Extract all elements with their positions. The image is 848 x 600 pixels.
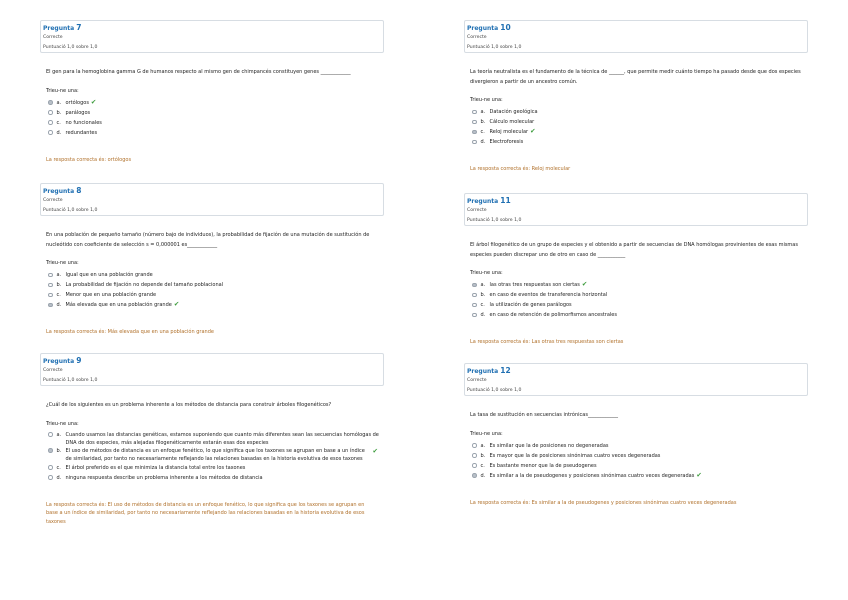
option-letter: c. <box>56 119 61 126</box>
answer-option-a[interactable] <box>48 270 384 280</box>
question-grade: Puntuació 1,0 sobre 1,0 <box>467 388 522 393</box>
question-info-box <box>464 20 808 53</box>
answer-option-a[interactable] <box>48 98 384 108</box>
answer-option-c[interactable] <box>472 461 808 471</box>
question-title <box>467 196 807 206</box>
question-10 <box>464 20 808 174</box>
answer-option-a[interactable] <box>472 441 808 451</box>
answer-option-c[interactable] <box>48 118 384 128</box>
question-info-box <box>40 20 384 53</box>
question-state: Correcte <box>43 368 63 373</box>
answer-option-b[interactable] <box>472 290 808 300</box>
option-letter: d. <box>480 472 486 479</box>
option-text: ninguna respuesta describe un problema inherente a los métodos de distancia <box>65 474 263 481</box>
question-text: ¿Cuál de los siguientes es un problema inherente a los métodos de distancia para construir árboles filogenéticos? <box>46 402 332 408</box>
answer-option-c[interactable] <box>48 290 384 300</box>
answer-option-d[interactable] <box>472 471 808 481</box>
question-title <box>467 23 807 33</box>
option-text: Es bastante menor que la de pseudogenes <box>489 462 597 469</box>
option-letter: a. <box>56 99 62 106</box>
option-text: El árbol preferido es el que minimiza la distancia total entre los taxones <box>65 464 246 471</box>
question-12 <box>464 363 808 507</box>
question-info-box <box>464 363 808 396</box>
answer-prompt: Trieu-ne una: <box>470 97 503 103</box>
answer-option-a[interactable] <box>472 280 808 290</box>
answer-option-d[interactable] <box>48 128 384 138</box>
question-state: Correcte <box>467 35 487 40</box>
answer-prompt: Trieu-ne una: <box>46 420 79 427</box>
option-letter: c. <box>56 464 61 471</box>
question-grade: Puntuació 1,0 sobre 1,0 <box>467 218 522 223</box>
question-text: En una población de pequeño tamaño (número bajo de individuos), la probabilidad de fijación de una mutación de sustitución de nucleótido con coeficiente de selección s = 0,000001 es____________ <box>46 232 370 248</box>
option-letter: a. <box>480 282 486 288</box>
question-text: El gen para la hemoglobina gamma G de humanos respecto al mismo gen de chimpancés constituyen genes ____________ <box>46 69 351 75</box>
question-title <box>43 23 383 33</box>
correct-check-icon: ✔ <box>530 127 536 135</box>
correct-check-icon: ✔ <box>90 97 97 106</box>
option-text: Reloj molecular <box>489 129 529 135</box>
option-text: Datación geológica <box>489 109 538 115</box>
answer-option-b[interactable] <box>472 451 808 461</box>
question-state: Correcte <box>467 378 487 383</box>
option-text: Cálculo molecular <box>489 119 535 125</box>
question-state: Correcte <box>467 208 487 213</box>
option-letter: d. <box>56 302 62 308</box>
option-text: La probabilidad de fijación no depende del tamaño poblacional <box>65 282 224 288</box>
answer-prompt: Trieu-ne una: <box>470 270 503 276</box>
option-letter: d. <box>56 129 62 136</box>
answer-list <box>40 431 384 483</box>
option-text: Es similar que la de posiciones no degeneradas <box>489 442 609 449</box>
option-text: Igual que en una población grande <box>65 272 153 278</box>
answer-option-b[interactable] <box>48 447 384 463</box>
option-letter: b. <box>56 282 62 288</box>
option-text: Más elevada que en una población grande <box>65 302 172 308</box>
option-text: ortólogos <box>65 99 89 106</box>
correct-answer-feedback: La resposta correcta és: Reloj molecular <box>470 166 571 172</box>
question-11 <box>464 193 808 347</box>
question-state: Correcte <box>43 35 63 40</box>
correct-answer-feedback: La resposta correcta és: Es similar a la de pseudogenes y posiciones sinónimas cuatro veces degeneradas <box>470 499 737 506</box>
option-letter: d. <box>480 139 486 145</box>
answer-option-d[interactable] <box>472 137 808 147</box>
option-text: redundantes <box>65 129 98 136</box>
question-title <box>43 186 383 196</box>
correct-answer-feedback: La resposta correcta és: Las otras tres respuestas son ciertas <box>470 339 624 345</box>
question-info-box <box>40 183 384 216</box>
question-state: Correcte <box>43 198 63 203</box>
answer-option-c[interactable] <box>472 300 808 310</box>
option-letter: c. <box>480 462 485 469</box>
option-letter: b. <box>480 119 486 125</box>
correct-answer-feedback: La resposta correcta és: ortólogos <box>46 156 132 163</box>
question-label: Pregunta <box>467 368 499 375</box>
option-letter: b. <box>480 452 486 459</box>
option-letter: b. <box>56 447 62 454</box>
option-text: Es similar a la de pseudogenes y posiciones sinónimas cuatro veces degeneradas <box>489 472 695 479</box>
correct-answer-feedback: La resposta correcta és: Más elevada que en una población grande <box>46 329 214 335</box>
option-text: en caso de eventos de transferencia horizontal <box>489 292 608 298</box>
question-number: 8 <box>76 186 82 195</box>
option-text: en caso de retención de polimorfismos ancestrales <box>489 312 617 318</box>
answer-option-d[interactable] <box>48 300 384 310</box>
answer-option-b[interactable] <box>48 280 384 290</box>
option-letter: b. <box>480 292 486 298</box>
question-label: Pregunta <box>43 188 75 195</box>
answer-option-b[interactable] <box>48 108 384 118</box>
option-letter: a. <box>480 442 486 449</box>
question-grade: Puntuació 1,0 sobre 1,0 <box>43 208 98 213</box>
question-title <box>467 366 807 376</box>
correct-check-icon: ✔ <box>696 470 702 479</box>
answer-option-d[interactable] <box>472 310 808 320</box>
question-info-box <box>40 353 384 386</box>
option-text: Es mayor que la de posiciones sinónimas cuatro veces degeneradas <box>489 452 661 459</box>
question-7 <box>40 20 384 164</box>
question-text: El árbol filogenético de un grupo de especies y el obtenido a partir de secuencias de DNA homólogas provinientes de esas mismas especies pueden discrepar uno de otro en caso de ___________ <box>470 242 798 258</box>
option-text: no funcionales <box>65 119 102 126</box>
answer-prompt: Trieu-ne una: <box>470 430 503 437</box>
question-label: Pregunta <box>43 25 75 32</box>
option-text: Menor que en una población grande <box>65 292 157 298</box>
question-number: 9 <box>76 356 82 365</box>
option-text: parálogos <box>65 109 91 116</box>
answer-option-a[interactable] <box>472 107 808 117</box>
answer-list <box>40 98 384 138</box>
question-title <box>43 356 383 366</box>
question-grade: Puntuació 1,0 sobre 1,0 <box>467 45 522 50</box>
correct-answer-feedback: La resposta correcta és: El uso de métodos de distancia es un enfoque fenético, lo que significa que los taxones se agrupan en base a un índice de similaridad, por tanto no necesariamente reflejando las relaciones basadas en la historia evolutiva de esos taxones <box>46 501 365 525</box>
question-8 <box>40 183 384 337</box>
question-label: Pregunta <box>467 198 499 205</box>
option-letter: c. <box>480 302 485 308</box>
question-text: La teoría neutralista es el fundamento de la técnica de ______, que permite medir cuánto tiempo ha pasado desde que dos especies divergieron a partir de un ancestro común. <box>470 69 801 85</box>
answer-list <box>464 280 808 320</box>
question-label: Pregunta <box>467 25 499 32</box>
option-letter: c. <box>480 129 485 135</box>
answer-option-c[interactable] <box>472 127 808 137</box>
question-grade: Puntuació 1,0 sobre 1,0 <box>43 45 98 50</box>
correct-check-icon: ✔ <box>581 280 588 288</box>
question-number: 10 <box>500 23 511 32</box>
question-grade: Puntuació 1,0 sobre 1,0 <box>43 378 98 383</box>
answer-prompt: Trieu-ne una: <box>46 260 79 266</box>
answer-option-a[interactable] <box>48 431 384 447</box>
option-letter: d. <box>56 474 62 481</box>
answer-option-b[interactable] <box>472 117 808 127</box>
option-letter: a. <box>56 431 62 438</box>
question-number: 11 <box>500 196 511 205</box>
question-text: La tasa de sustitución en secuencias intrónicas____________ <box>470 412 618 418</box>
question-number: 7 <box>76 23 82 32</box>
answer-option-d[interactable] <box>48 473 384 483</box>
option-letter: c. <box>56 292 61 298</box>
option-letter: b. <box>56 109 62 116</box>
option-text: El uso de métodos de distancia es un enfoque fenético, lo que significa que los taxones se agrupan en base a un índice de similaridad, por tanto no necesariamente reflejando las relaciones basadas en la historia evolutiva de esos taxones <box>65 447 365 462</box>
option-text: las otras tres respuestas son ciertas <box>489 282 580 288</box>
option-text: Electroforesis <box>489 139 524 145</box>
answer-prompt: Trieu-ne una: <box>46 87 79 94</box>
correct-check-icon: ✔ <box>372 446 378 455</box>
question-info-box <box>464 193 808 226</box>
answer-list <box>464 107 808 147</box>
option-letter: d. <box>480 312 486 318</box>
option-text: la utilización de genes parálogos <box>489 302 572 308</box>
option-letter: a. <box>480 109 486 115</box>
answer-list <box>40 270 384 310</box>
correct-check-icon: ✔ <box>173 300 180 308</box>
option-letter: a. <box>56 272 62 278</box>
question-number: 12 <box>500 366 511 375</box>
question-label: Pregunta <box>43 358 75 365</box>
question-9 <box>40 353 384 526</box>
option-text: Cuando usamos las distancias genéticas, estamos suponiendo que cuanto más diferentes sean las secuencias homólogas de DNA de dos especies, más alejadas filogenéticamente estarán esas dos especies <box>65 431 379 446</box>
answer-list <box>464 441 808 481</box>
answer-option-c[interactable] <box>48 463 384 473</box>
